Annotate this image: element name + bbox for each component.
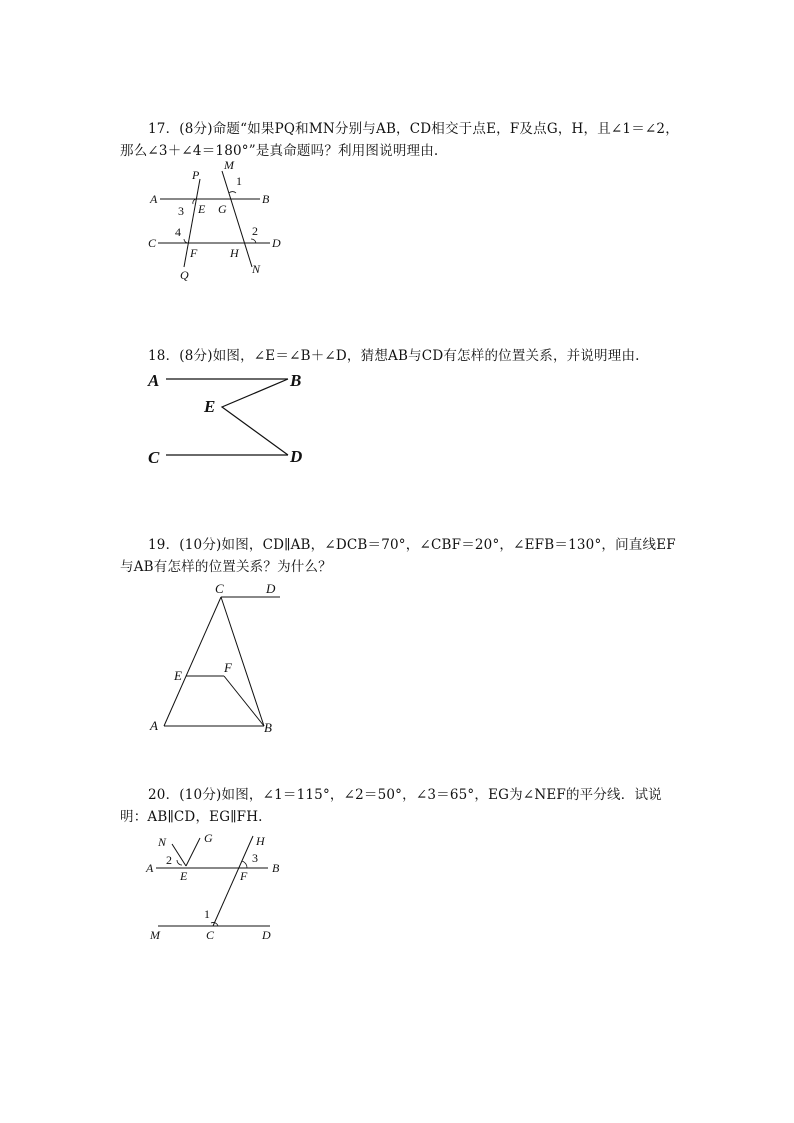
- line-ca: [164, 597, 221, 726]
- label-angle-1: 1: [236, 174, 242, 188]
- label-n: N: [158, 835, 167, 849]
- label-m: M: [150, 928, 160, 942]
- problem-17-text: 17．(8分)命题“如果PQ和MN分别与AB，CD相交于点E，F及点G，H，且∠1＝∠2，那么∠3＋∠4＝180°”是真命题吗？利用图说明理由.: [120, 121, 679, 159]
- label-f: F: [224, 660, 232, 675]
- label-c: C: [206, 928, 215, 942]
- label-angle-3: 3: [252, 851, 258, 865]
- label-e: E: [180, 869, 188, 883]
- label-p: P: [192, 168, 200, 182]
- label-g: G: [218, 202, 227, 216]
- label-b: B: [290, 371, 302, 390]
- label-angle-4: 4: [175, 225, 181, 239]
- polyline-bed: [222, 379, 288, 455]
- label-m: M: [224, 158, 234, 172]
- label-h: H: [230, 246, 239, 260]
- ray-en: [172, 844, 186, 866]
- figure-19: [140, 578, 300, 738]
- label-e: E: [204, 397, 216, 416]
- label-e: E: [198, 202, 206, 216]
- angle-1-arc: [211, 922, 218, 926]
- label-a: A: [150, 718, 158, 733]
- label-f: F: [190, 246, 198, 260]
- label-g: G: [204, 831, 213, 845]
- label-d: D: [290, 447, 303, 466]
- label-n: N: [252, 262, 261, 276]
- line-fb: [224, 676, 264, 726]
- label-c: C: [148, 236, 157, 250]
- label-a: A: [146, 861, 154, 875]
- label-h: H: [256, 834, 265, 848]
- ray-eg: [186, 838, 200, 866]
- figure-18: [140, 365, 320, 475]
- label-d: D: [266, 581, 276, 596]
- label-b: B: [262, 192, 270, 206]
- figure-17: [140, 155, 300, 285]
- angle-3-arc: [242, 861, 247, 868]
- angle-2-arc: [251, 239, 256, 243]
- label-f: F: [240, 869, 248, 883]
- label-q: Q: [180, 268, 189, 282]
- angle-1-arc: [229, 192, 236, 193]
- problem-20-text: 20．(10分)如图，∠1＝115°，∠2＝50°，∠3＝65°，EG为∠NEF的平分线．试说明：AB∥CD，EG∥FH.: [120, 787, 662, 825]
- label-b: B: [272, 861, 280, 875]
- label-b: B: [264, 720, 272, 735]
- label-d: D: [272, 236, 281, 250]
- label-a: A: [148, 371, 160, 390]
- label-angle-2: 2: [252, 224, 258, 238]
- label-d: D: [262, 928, 271, 942]
- label-a: A: [150, 192, 158, 206]
- label-angle-2: 2: [166, 853, 172, 867]
- label-angle-1: 1: [204, 907, 210, 921]
- label-e: E: [174, 668, 182, 683]
- figure-20: [140, 828, 300, 948]
- label-c: C: [215, 581, 224, 596]
- label-angle-3: 3: [178, 204, 184, 218]
- angle-2-arc: [177, 860, 182, 865]
- angle-4-arc: [184, 239, 188, 243]
- problem-19-text: 19．(10分)如图，CD∥AB，∠DCB＝70°，∠CBF＝20°，∠EFB＝130°，问直线EF与AB有怎样的位置关系？为什么？: [120, 537, 676, 575]
- label-c: C: [148, 448, 160, 467]
- problem-18-text: 18．(8分)如图，∠E＝∠B＋∠D，猜想AB与CD有怎样的位置关系，并说明理由.: [148, 348, 640, 364]
